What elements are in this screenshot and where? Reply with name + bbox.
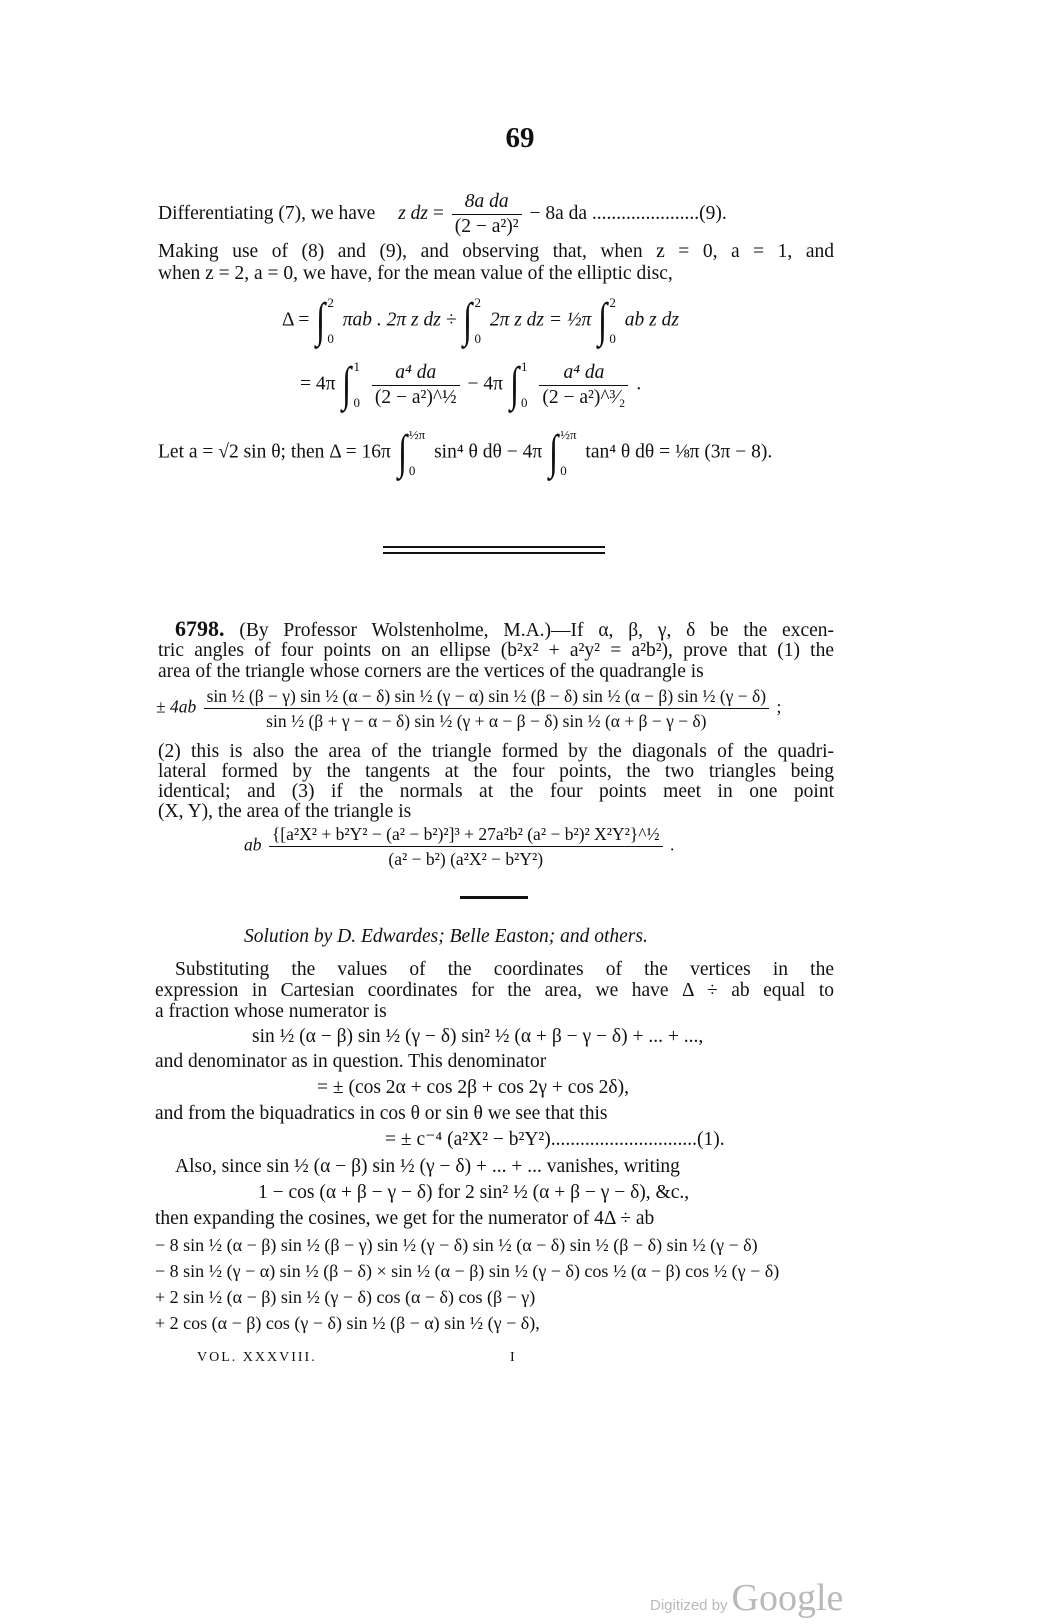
equation-line: sin ½ (α − β) sin ½ (γ − δ) sin² ½ (α + β − γ − δ) + ... + ..., xyxy=(252,1026,704,1047)
text-line: Substituting the values of the coordinates of the vertices in the xyxy=(175,959,834,980)
equation-line: = ± c⁻⁴ (a²X² − b²Y²)..............................(1). xyxy=(385,1129,725,1150)
fraction-numerator: a⁴ da xyxy=(563,361,605,383)
integral-sign: ∫ xyxy=(549,426,559,479)
signature-mark: I xyxy=(510,1350,515,1365)
fraction-numerator: a⁴ da xyxy=(395,361,437,383)
separator-rule xyxy=(383,546,605,548)
text-line: tric angles of four points on an ellipse (b²x² + a²y² = a²b²), prove that (1) the xyxy=(158,640,834,661)
integral-sign: ∫ xyxy=(509,358,520,411)
equation-9-line: Differentiating (7), we have z dz = $\frac{\text{8a da}}{\text{(2 − a²)²}}$ − 8a da ......................(9). xyxy=(158,191,727,237)
text-eq1: πab . 2π z dz ÷ xyxy=(342,309,457,331)
integral-sign: ∫ xyxy=(598,294,608,347)
fraction-eq2-1 xyxy=(372,361,460,410)
formula-area-prefix: ± 4ab xyxy=(156,696,197,717)
integral-sign: ∫ xyxy=(342,358,352,411)
separator-rule xyxy=(383,552,605,554)
problem-number: 6798. xyxy=(175,616,225,641)
fraction-denominator: (2 − a²)^½ xyxy=(372,385,460,410)
text-line: Also, since sin ½ (α − β) sin ½ (γ − δ) + ... + ... vanishes, writing xyxy=(175,1156,680,1177)
text-line: a fraction whose numerator is xyxy=(155,1001,387,1022)
equation-line: = ± (cos 2α + cos 2β + cos 2γ + cos 2δ), xyxy=(317,1077,629,1098)
text-line: (2) this is also the area of the triangle formed by the diagonals of the quadri- xyxy=(158,741,834,762)
formula-normals-fraction xyxy=(269,822,663,871)
equation-delta-2: = 4π ∫ 1 0 $\frac{\text{a⁴ da}}{\text{(2 − a²)\textasciicircum{}½}}$ − 4π ∫ 1 0 $\frac{\text{a⁴ da}}{\text{(2 − a²)\textasciicircum{}³⁄₂}}$ . xyxy=(300,358,642,411)
fraction-denominator: (2 − a²)^³⁄₂ xyxy=(539,385,628,410)
fraction-9 xyxy=(452,190,522,239)
text-line: identical; and (3) if the normals at the four points meet in one point xyxy=(158,781,834,802)
text-eq3c: tan⁴ θ dθ = ⅛π (3π − 8). xyxy=(585,441,773,463)
formula-area-denominator: sin ½ (β + γ − α − δ) sin ½ (γ + α − β − δ) sin ½ (α + β − γ − δ) xyxy=(204,708,769,733)
text-line: lateral formed by the tangents at the four points, the two triangles being xyxy=(158,761,834,782)
equation-line: + 2 sin ½ (α − β) sin ½ (γ − δ) cos (α − δ) cos (β − γ) xyxy=(155,1287,536,1307)
problem-text: (By Professor Wolstenholme, M.A.)—If α, β, γ, δ be the excen- xyxy=(239,620,834,641)
formula-normals-numerator: {[a²X² + b²Y² − (a² − b²)²]³ + 27a²b² (a² − b²)² X²Y²}^½ xyxy=(271,824,660,844)
equation-line: + 2 cos (α − β) cos (γ − δ) sin ½ (β − α) sin ½ (γ − δ), xyxy=(155,1313,540,1333)
text-eq2b: − 4π xyxy=(467,373,503,395)
text-line: Making use of (8) and (9), and observing that, when z = 0, a = 1, and xyxy=(158,241,834,262)
formula-normals-prefix: ab xyxy=(244,834,262,855)
text-differentiating: Differentiating (7), we have xyxy=(158,202,376,224)
watermark-google-text: Google xyxy=(731,1577,844,1619)
formula-normals-denominator: (a² − b²) (a²X² − b²Y²) xyxy=(269,846,663,871)
text-line: and from the biquadratics in cos θ or sin θ we see that this xyxy=(155,1103,608,1124)
watermark-small-text: Digitized by xyxy=(650,1597,728,1614)
text-line: and denominator as in question. This denominator xyxy=(155,1051,547,1072)
solution-heading: Solution by D. Edwardes; Belle Easton; and others. xyxy=(244,926,648,947)
text-eq1b: 2π z dz = ½π xyxy=(489,309,592,331)
text-line: (X, Y), the area of the triangle is xyxy=(158,801,412,822)
short-rule xyxy=(460,896,528,899)
text-eq2a: = 4π xyxy=(300,373,336,395)
equation-line: − 8 sin ½ (α − β) sin ½ (β − γ) sin ½ (γ − δ) sin ½ (α − δ) sin ½ (β − δ) sin ½ (γ − δ) xyxy=(155,1235,758,1255)
fraction-eq2-2 xyxy=(539,361,628,410)
integral-sign: ∫ xyxy=(463,294,473,347)
page-number: 69 xyxy=(505,122,535,154)
formula-area-numerator: sin ½ (β − γ) sin ½ (α − δ) sin ½ (γ − α) sin ½ (β − δ) sin ½ (α − β) sin ½ (γ − δ) xyxy=(206,686,767,706)
text-line: expression in Cartesian coordinates for the area, we have Δ ÷ ab equal to xyxy=(155,980,834,1001)
integral-sign: ∫ xyxy=(316,294,326,347)
text-line: area of the triangle whose corners are the vertices of the quadrangle is xyxy=(158,661,704,682)
text-eq3b: sin⁴ θ dθ − 4π xyxy=(434,441,543,463)
equation-delta: Δ = ∫ 2 0 πab . 2π z dz ÷ ∫ 2 0 2π z dz = ½π ∫ 2 0 ab z dz xyxy=(282,294,679,347)
equation-line: − 8 sin ½ (γ − α) sin ½ (β − δ) × sin ½ (α − β) sin ½ (γ − δ) cos ½ (α − β) cos ½ (γ − δ) xyxy=(155,1261,780,1281)
fraction-9-numerator: 8a da xyxy=(464,191,509,212)
formula-area: ± 4ab sin ½ (β − γ) sin ½ (α − δ) sin ½ (γ − α) sin ½ (β − δ) sin ½ (α − β) sin ½ (γ − δ) sin ½ (β + γ − α − δ) sin ½ (γ + α − β − δ) sin ½ (α + β − γ − δ) ; xyxy=(156,686,782,731)
equation-let: Let a = √2 sin θ; then Δ = 16π ∫ ½π 0 sin⁴ θ dθ − 4π ∫ ½π 0 tan⁴ θ dθ = ⅛π (3π − 8). xyxy=(158,426,773,479)
text-line: then expanding the cosines, we get for the numerator of 4Δ ÷ ab xyxy=(155,1208,655,1229)
equation-line: 1 − cos (α + β − γ − δ) for 2 sin² ½ (α + β − γ − δ), &c., xyxy=(258,1182,690,1203)
text-line: when z = 2, a = 0, we have, for the mean value of the elliptic disc, xyxy=(158,263,673,284)
formula-area-fraction xyxy=(204,684,769,733)
text-eq1c: ab z dz xyxy=(624,309,679,331)
text-zdz: z dz xyxy=(398,202,428,224)
text-eq9-tail: − 8a da ......................(9). xyxy=(529,202,727,224)
text-eq3a: Let a = √2 sin θ; then Δ = 16π xyxy=(158,441,391,463)
formula-normals: ab $\frac{\text{\{[a²X² + b²Y² − (a² − b²)²]³ + 27a²b² (a² − b²)² X²Y²\}\textasciicircum{}½}}{\text{(a² − b²) (a²X² − b²Y²)}}$ . xyxy=(244,824,675,869)
digitized-by-google-watermark xyxy=(650,1576,843,1620)
fraction-9-denominator: (2 − a²)² xyxy=(452,214,522,239)
integral-sign: ∫ xyxy=(397,426,407,479)
volume-label: VOL. XXXVIII. xyxy=(197,1350,317,1365)
